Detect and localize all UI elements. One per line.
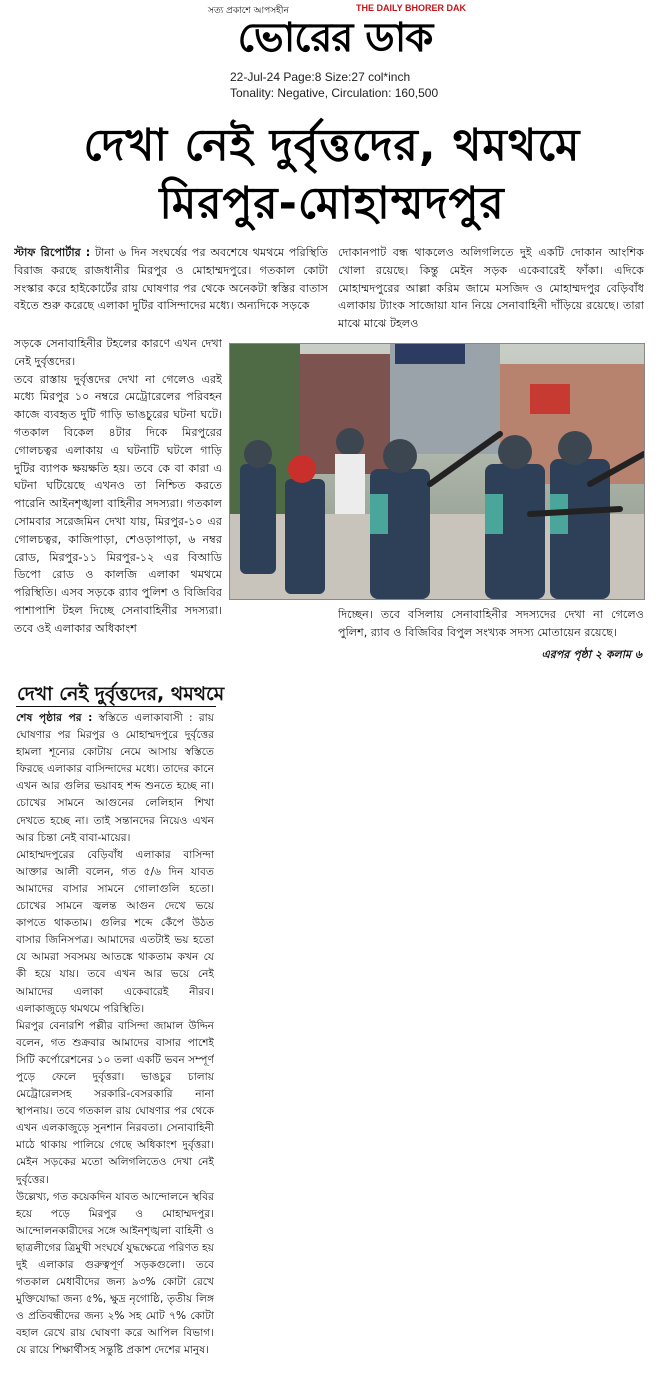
article-col2-bottom: দিচ্ছেন। তবে বসিলায় সেনাবাহিনীর সদস্যদের দেখা না গেলেও পুলিশ, র‍্যাব ও বিজিবির বিপুল সংখ্যক সদস্য মোতায়েন রয়েছে। <box>338 608 644 639</box>
article-lead <box>14 244 328 332</box>
col1-paragraph-1: সড়কে সেনাবাহিনীর টহলের কারণে এখন দেখা নেই দুর্বৃত্তদের। <box>14 337 222 368</box>
jump-heading: দেখা নেই দুর্বৃত্তদের, থমথমে <box>17 683 225 705</box>
article-col1-bottom <box>14 606 328 662</box>
news-photo <box>229 343 645 600</box>
jump-paragraph-1: স্বস্তিতে এলাকাবাসী : রায় ঘোষণার পর মিরপুর ও মোহাম্মদপুরে দুর্বৃত্তের হামলা শূন্যের কোটায় নেমে আসায় স্বস্তিতে ফিরছে এলাকার বাসিন্দাদের মধ্যে। তাদের কানে এখন আর গুলির ভয়াবহ শব্দ শুনতে হচ্ছে না। চোখের সামনে আগুনের লেলিহান শিখা দেখতে হচ্ছে না। তাই সন্তানদের নিয়েও এখন আর চিন্তা নেই বাবা-মায়ের। <box>16 712 214 844</box>
headline-line-1: দেখা নেই দুর্বৃত্তদের, থমথমে <box>83 120 581 171</box>
jump-prefix: শেষ পৃষ্ঠার পর : <box>16 712 93 724</box>
col1-paragraph-2: তবে রাস্তায় দুর্বৃত্তদের দেখা না গেলেও এরই মধ্যে মিরপুর ১০ নম্বরে মেট্রোরেলের পরিবহন কাজে ব্যবহৃত দুটি গাড়ি ভাঙচুরের ঘটনা ঘটে। গতকাল বিকেল ৪টার দিকে মিরপুরের গোলচত্বর এলাকায় এ ঘটনাটি ঘটলে গাড়ি দুটির ব্যাপক ক্ষয়ক্ষতি হয়। তবে কে বা কারা এ ঘটনা ঘটিয়েছে এখনও তা নিশ্চিত করতে পারেনি আইনশৃঙ্খলা বাহিনীর সদস্যরা। গতকাল সোমবার সরেজমিন দেখা যায়, মিরপুর-১০ এর গোলচত্বর, কাজিপাড়া, শেওড়াপাড়া, ৬ নম্বর রোড, মিরপুর-১১ মিরপুর-১২ এর বিআডি ডিপো রোড ও কালজি এলাকা থমথমে পরিস্থিতি। এসব সড়কে র‍্যাব পুলিশ ও বিজিবির পাশাপাশি টহল দিচ্ছে সেনাবাহিনীর সদস্যরা। তবে ওই এলাকার অধিকাংশ <box>14 372 222 635</box>
lead-text: টানা ৬ দিন সংঘর্ষের পর অবশেষে থমথমে পরিস্থিতি বিরাজ করছে রাজধানীর মিরপুর ও মোহাম্মদপুরে। গতকাল কোটা সংস্কার করে হাইকোর্টের রায় ঘোষণার পর থেকে অনেকটা স্বস্তির বাতাস বইতে শুরু করেছে এলাকা দুটির বাসিন্দাদের মধ্যে। অন্যদিকে সড়কে <box>14 246 328 313</box>
soldiers-photo-illustration <box>230 344 644 599</box>
jump-paragraph-2: মোহাম্মদপুরের বেড়িবাঁধ এলাকার বাসিন্দা আক্তার আলী বলেন, গত ৫/৬ দিন যাবত আমাদের বাসার সামনে গোলাগুলি হতো। চোখের সামনে জ্বলন্ত আগুন দেখে ভয়ে কাপতে থাকতাম। গুলির শব্দে কেঁপে উঠত বাসার জিনিসপত্র। আমাদের এতটাই ভয় হতো যে আমরা সবসময় আতঙ্কে থাকতাম কখন যে কী হয়ে যায়। তবে এখন আর ভয়ে নেই আমাদের এলাকা একেবারেই নীরব। এলাকাজুড়ে থমথমে পরিস্থিতি। <box>16 848 214 1015</box>
jump-body <box>16 710 214 1378</box>
jump-paragraph-4: উল্লেখ্য, গত কয়েকদিন যাবত আন্দোলনে স্থবির হয়ে পড়ে মিরপুর ও মোহাম্মদপুর। আন্দোলনকারীদের সঙ্গে আইনশৃঙ্খলা বাহিনী ও ছাত্রলীগের ত্রিমুখী সংঘর্ষে যুদ্ধক্ষেত্রে পরিণত হয় দুই এলাকার গুরুত্বপূর্ণ সড়কগুলো। তবে গতকাল মেধাবীদের জন্য ৯৩% কোটা রেখে মুক্তিযোদ্ধা জন্য ৫%, ক্ষুদ্র নৃগোষ্ঠি, তৃতীয় লিঙ্গ ও প্রতিবন্ধীদের জন্য ২% সহ মোট ৭% কোটা বহাল রেখে রায় ঘোষণা করে আপিল বিভাগ। যে রায়ে শিক্ষার্থীসহ সন্তুষ্টি প্রকাশ দেশের মানুষ। <box>16 1190 214 1357</box>
continued-note: এরপর পৃষ্ঠা ২ কলাম ৬ <box>541 648 642 661</box>
newspaper-logo: ভোরের ডাক <box>237 14 433 61</box>
masthead-slogan: সত্য প্রকাশে আপসহীন <box>208 6 289 16</box>
jump-rule <box>16 706 216 707</box>
clipping-tonality-line: Tonality: Negative, Circulation: 160,500 <box>230 86 439 100</box>
jump-paragraph-3: মিরপুর বেনারশি পল্লীর বাসিন্দা জামাল উদ্দিন বলেন, গত শুক্রবার আমাদের বাসার পাশেই সিটি কর্পোরেশনের ১০ তলা একটি ভবন সম্পূর্ণ পুড়ে ফেলে দুর্বৃত্তরা। ভাঙচুর চালায় মেট্রোরেলসহ সরকারি-বেসরকারি নানা স্থাপনায়। তবে গতকাল রায় ঘোষণার পর থেকে এখন এলকাজুড়ে সুনশান নিরবতা। সেনাবাহিনী মাঠে থাকায় পালিয়ে গেছে অধিকাংশ দুর্বৃত্তরা। মেইন সড়কের মতো অলিগলিতেও দেখা নেই দুর্বৃত্তের। <box>16 1019 214 1186</box>
byline: স্টাফ রিপোর্টার : <box>14 246 91 259</box>
headline-line-2: মিরপুর-মোহাম্মদপুর <box>159 178 505 229</box>
clipping-date-line: 22-Jul-24 Page:8 Size:27 col*inch <box>230 70 411 84</box>
masthead-english-name: THE DAILY BHORER DAK <box>356 3 467 13</box>
article-col2-top: দোকানপাট বন্ধ থাকলেও অলিগলিতে দুই একটি দোকান আংশিক খোলা রয়েছে। কিন্তু মেইন সড়ক একেবারেই ফাঁকা। এদিকে মোহাম্মদপুরের আল্লা করিম জামে মসজিদ ও মোহাম্মদপুর বেড়িবাঁধ এলাকায় ট্যাংক সাজোয়া যান নিয়ে সেনাবাহিনী দাঁড়িয়ে রয়েছে। তারা মাঝে মাঝে টহলও <box>338 246 644 331</box>
